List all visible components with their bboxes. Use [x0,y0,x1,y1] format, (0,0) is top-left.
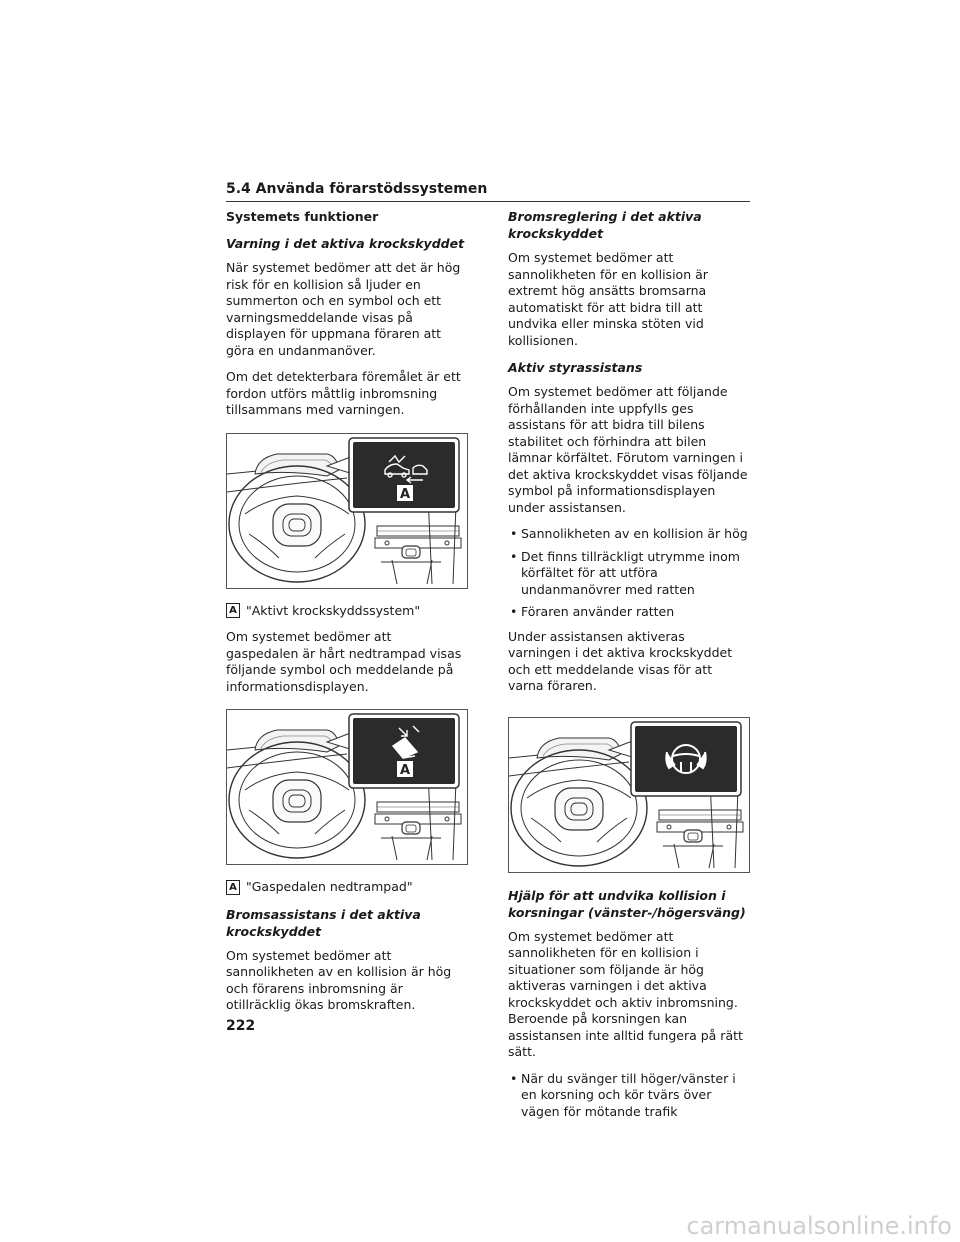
display-panel [635,726,737,792]
badge-a: A [399,486,411,502]
page-number: 222 [226,1018,256,1034]
paragraph-steering-assist: Om systemet bedömer att följande förhållanden inte uppfylls ges assistans för att bidra till bilens stabilitet och förhindra att bilen lämnar körfältet. Förutom varningen i det aktiva krockskyddet visas följande symbol på informationsdisplayen under assistansen. [508,384,748,515]
paragraph-brake-control: Om systemet bedömer att sannolikheten för en kollision är extremt hög ansätts bromsarna automatiskt för att bidra till att undvika eller minska stöten vid kollisionen. [508,250,708,348]
figure-collision-warning [226,433,468,589]
paragraph-intersection: Om systemet bedömer att sannolikheten för en kollision i situationer som följande är hög aktiveras varningen i det aktiva krockskyddet och aktiv inbromsning. Beroende på korsningen kan assistansen inte alltid fungera på rätt sätt. [508,928,743,1059]
section-header [226,178,750,202]
list-item: • Föraren använder ratten [510,604,675,619]
caption-text: "Aktivt krockskyddssystem" [246,602,421,618]
subheading-warning: Varning i det aktiva krockskyddet [226,236,465,251]
bullet-list-intersection [508,1071,748,1121]
list-item: • Sannolikheten av en kollision är hög [510,526,748,541]
badge-a: A [399,763,411,778]
dashboard-illustration [227,710,468,865]
paragraph-warning: När systemet bedömer att det är hög risk för en kollision så ljuder en summerton och en symbol och ett varningsmeddelande visas på displayen för uppmana föraren att göra en undanmanöver. [226,260,461,358]
caption-text: "Gaspedalen nedtrampad" [246,879,413,894]
right-column [508,208,748,1128]
left-column [226,208,466,1024]
section-title: 5.4 Använda förarstödssystemen [226,181,488,197]
subheading-steering-assist: Aktiv styrassistans [508,360,643,375]
dashboard-illustration [227,434,468,589]
figure-accelerator-warning [226,709,468,865]
paragraph-accelerator: Om systemet bedömer att gaspedalen är hårt nedtrampad visas följande symbol och meddelande på informationsdisplayen. [226,629,462,694]
watermark: carmanualsonline.info [686,1212,952,1240]
heading-system-functions: Systemets funktioner [226,209,379,224]
list-item: • Det finns tillräckligt utrymme inom körfältet för att utföra undanmanövrer med ratten [510,548,740,597]
figure-steering-assist [508,717,750,873]
paragraph-braking: Om det detekterbara föremålet är ett fordon utförs måttlig inbromsning tillsammans med varningen. [226,369,461,417]
paragraph-brake-assist: Om systemet bedömer att sannolikheten av en kollision är hög och förarens inbromsning är otillräcklig ökas bromskraften. [226,947,452,1012]
dashboard-illustration [509,718,750,873]
subheading-intersection: Hjälp för att undvika kollision i korsningar (vänster-/högersväng) [508,887,746,920]
caption-accelerator [226,879,466,896]
subheading-brake-assist: Bromsassistans i det aktiva krockskyddet [226,906,421,939]
subheading-brake-control: Bromsreglering i det aktiva krockskyddet [508,209,702,241]
caption-badge-a: A [226,603,240,618]
list-item: • När du svänger till höger/vänster i en korsning och kör tvärs över vägen för mötande trafik [510,1070,736,1119]
paragraph-assist-warning: Under assistansen aktiveras varningen i det aktiva krockskyddet och ett meddelande visas för att varna föraren. [508,628,733,693]
caption-collision-system [226,603,466,620]
caption-badge-a: A [226,880,240,895]
bullet-list-conditions [508,526,748,621]
